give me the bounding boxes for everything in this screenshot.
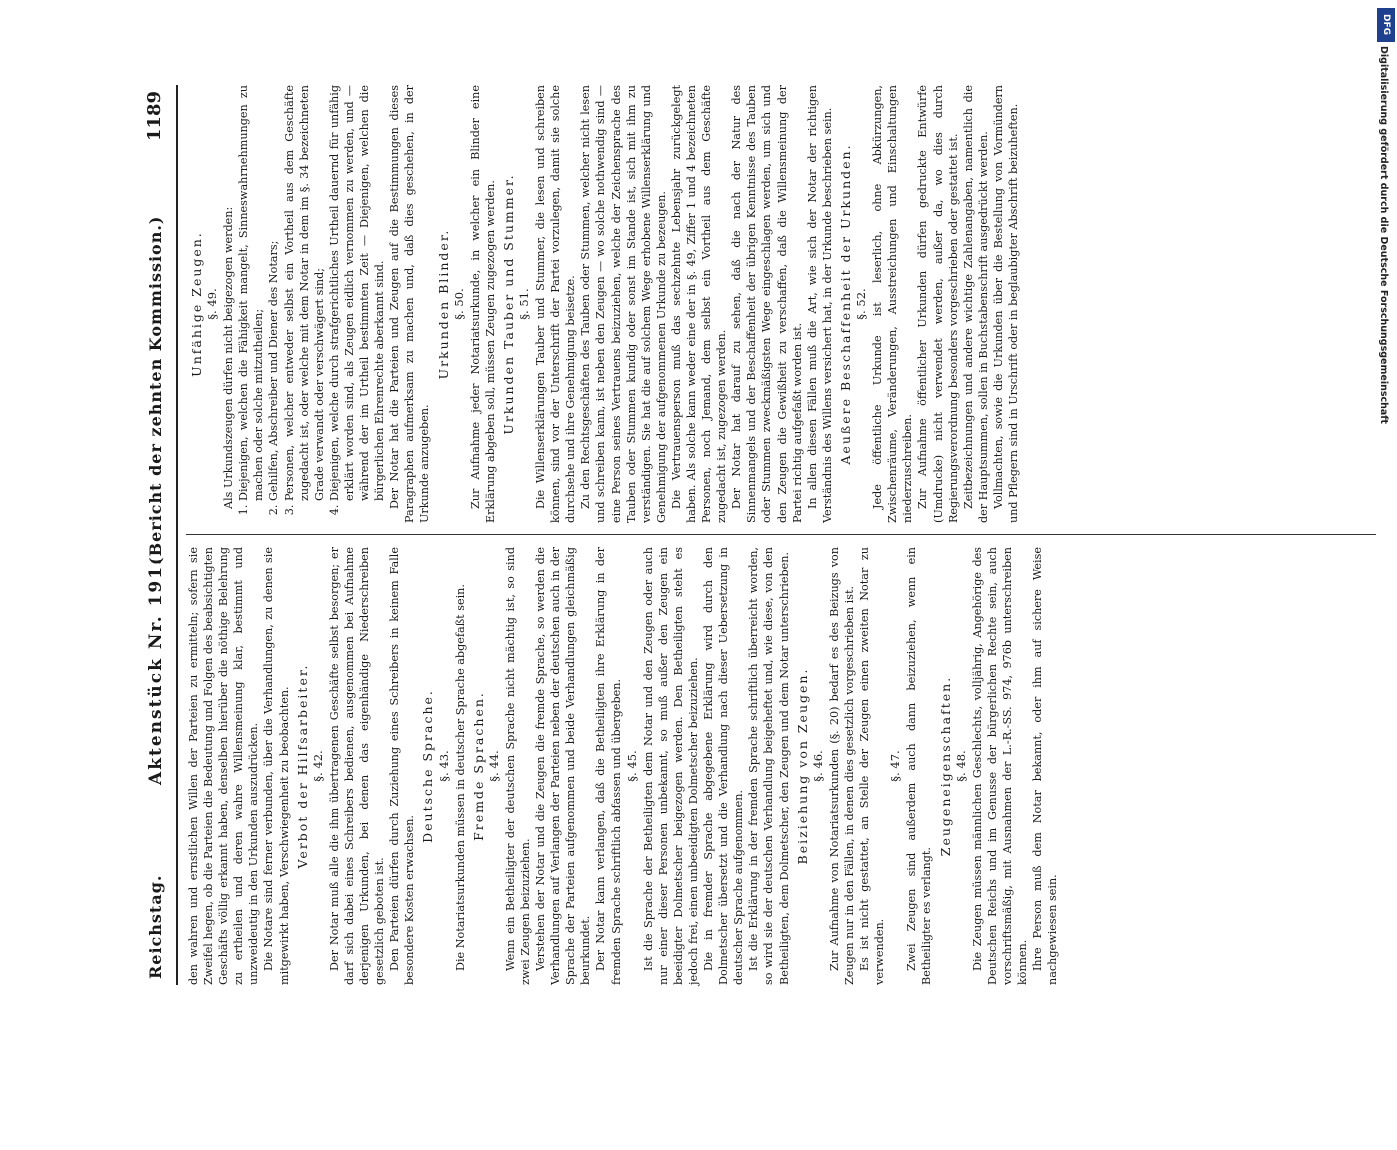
left-column (186, 547, 1060, 985)
credit-text: Digitalisierung gefördert durch die Deutsche Forschungsgemeinschaft (1378, 46, 1389, 424)
header-right: (Bericht der zehnten Kommission.) (146, 215, 165, 565)
paragraph: Zeitbezeichnungen und andere wichtige Zahlenangaben, namentlich die der Hauptsummen, sollen in Buchstabenschrift ausgedrückt werden. (961, 85, 990, 523)
paragraph-number: §. 43. (436, 750, 451, 782)
paragraph: Der Notar hat die Parteien und Zeugen auf die Bestimmungen dieses Paragraphen aufmerksam zu machen und, daß dies geschehen, in der Urkunde anzugeben. (388, 85, 432, 523)
paragraph: Zu den Rechtsgeschäften des Tauben oder Stummen, welcher nicht lesen und schreiben kann, ist neben den Zeugen — wo solche nothwendig sind — eine Person seines Vertrauens beizuziehen, welche der Zeichensprache des Tauben oder Stummen kundig oder sonst im Stande ist, sich mit ihm zu verständigen. Sie hat die auf solchem Wege erhobene Willenserklärung und Genehmigung der aufgenommenen Urkunde zu bezeugen. (579, 85, 668, 523)
paragraph-number: §. 52. (854, 288, 869, 320)
paragraph-number: §. 46. (810, 750, 825, 782)
paragraph: Den Parteien dürfen durch Zuziehung eines Schreibers in keinem Falle besondere Kosten erwachsen. (388, 547, 417, 985)
page-header (142, 85, 178, 985)
header-center: Aktenstück Nr. 191. (146, 556, 166, 785)
section-heading: Beiziehung von Zeugen. (794, 667, 810, 865)
paragraph: Der Notar muß alle die ihm übertragenen Geschäfte selbst besorgen; er darf sich dabei eines Schreibers bedienen, ausgenommen bei Aufnahme derjenigen Urkunden, bei denen das eigenhändige Niederschreiben gesetzlich geboten ist. (327, 547, 387, 985)
paragraph: Der Notar hat darauf zu sehen, daß die nach der Natur des Sinnenmangels und der Beschaffenheit der übrigen Kenntnisse des Tauben oder Stummen zweckmäßigsten Wege eingeschlagen werden, um sich und den Zeugen die Gewißheit zu verschaffen, daß die Willensmeinung der Partei richtig aufgefaßt worden ist. (730, 85, 804, 523)
paragraph-number: §. 50. (451, 288, 466, 320)
paragraph: Die Notariatsurkunden müssen in deutscher Sprache abgefaßt sein. (453, 584, 467, 971)
rotated-page-content (142, 85, 1387, 985)
section-heading: Urkunden Blinder. (435, 228, 451, 380)
section-heading: Aeußere Beschaffenheit der Urkunden. (837, 143, 853, 465)
page-number: 1189 (144, 91, 165, 142)
dfg-logo: DFG (1377, 8, 1395, 42)
paragraph: Ist die Sprache der Betheiligten dem Notar und den Zeugen oder auch nur einer dieser Personen unbekannt, so muß außer den Zeugen ein beeidigter Dolmetscher beigezogen werden. Den Betheiligten steht es jedoch frei, einen unbeeidigten Dolmetscher beizuziehen. (641, 547, 700, 985)
section-heading: Unfähige Zeugen. (189, 231, 204, 377)
paragraph: Ihre Person muß dem Notar bekannt, oder ihm auf sichere Weise nachgewiesen sein. (1031, 547, 1060, 985)
section-heading: Deutsche Sprache. (420, 689, 436, 843)
paragraph: Es ist nicht gestattet, an Stelle der Zeugen einen zweiten Notar zu verwenden. (858, 547, 887, 985)
section-heading: Fremde Sprachen. (470, 691, 486, 841)
paragraph-number: §. 45. (624, 750, 639, 782)
paragraph: Zwei Zeugen sind außerdem auch dann beizuziehen, wenn ein Betheiligter es verlangt. (905, 547, 934, 985)
column-divider (186, 534, 1376, 535)
right-column (186, 85, 1021, 523)
paragraph: Die Vertrauensperson muß das sechzehnte Lebensjahr zurückgelegt haben. Als solche kann weder eine der in §. 49, Ziffer 1 und 4 bezeichneten Personen, noch Jemand, dem selbst ein Vortheil aus dem Geschäfte zugedacht ist, zugezogen werden. (669, 85, 729, 523)
paragraph: In allen diesen Fällen muß die Art, wie sich der Notar der richtigen Verständnis des Willens versichert hat, in der Urkunde beschrieben sein. (805, 85, 834, 523)
list-item: 1. Diejenigen, welchen die Fähigkeit mangelt, Sinneswahrnehmungen zu machen oder solche mitzutheilen; (236, 85, 266, 501)
paragraph: Zur Aufnahme von Notariatsurkunden (§. 20) bedarf es des Beizugs von Zeugen nur in den Fällen, in denen dies gesetzlich vorgeschrieben ist. (827, 547, 856, 985)
header-left: Reichstag. (146, 874, 165, 979)
paragraph: den wahren und ernstlichen Willen der Parteien zu ermitteln; sofern sie Zweifel hegen, ob die Parteien die Bedeutung und Folgen des beabsichtigten Geschäfts völlig erkannt haben, denselben hierüber die nöthige Belehrung zu ertheilen und deren wahre Willensmeinung klar, bestimmt und unzweideutig in den Urkunden auszudrücken. (187, 547, 261, 985)
paragraph: Verstehen der Notar und die Zeugen die fremde Sprache, so werden die Verhandlungen auf Verlangen der Parteien neben der deutschen auch in der Sprache der Parteien aufgenommen und beide Verhandlungen gleichmäßig beurkundet. (534, 547, 593, 985)
paragraph-number: §. 49. (205, 288, 220, 320)
list (236, 85, 387, 523)
paragraph: Die Notare sind ferner verbunden, über die Verhandlungen, zu denen sie mitgewirkt haben, Verschwiegenheit zu beobachten. (262, 547, 291, 985)
paragraph: Als Urkundszeugen dürfen nicht beigezogen werden: (222, 206, 236, 509)
paragraph: Vollmachten, sowie die Urkunden über die Bestellung von Vormündern und Pflegern sind in Urschrift oder in beglaubigter Abschrift beizuheften. (991, 85, 1020, 523)
paragraph-number: §. 42. (310, 750, 325, 782)
paragraph: Die Zeugen müssen männlichen Geschlechts, volljährig, Angehörige des Deutschen Reichs und im Genusse der bürgerlichen Rechte sein, auch vorschriftsmäßig, mit Ausnahmen der L.-R.-SS. 974, 976b unterschreiben können. (970, 547, 1029, 985)
paragraph-number: §. 44. (486, 750, 501, 782)
paragraph: Die in fremder Sprache abgegebene Erklärung wird durch den Dolmetscher übersetzt und die Verhandlung nach dieser Uebersetzung in deutscher Sprache aufgenommen. (702, 547, 746, 985)
list-item: 4. Diejenigen, welche durch strafgerichtliches Urtheil dauernd für unfähig erklärt worden sind, als Zeugen eidlich vernommen zu werden, und — während der im Urtheil bestimmten Zeit — Diejenigen, welchen die bürgerlichen Ehrenrechte aberkannt sind. (327, 85, 387, 501)
list-item: 2. Gehilfen, Abschreiber und Diener des Notars; (266, 85, 281, 501)
paragraph: Jede öffentliche Urkunde ist leserlich, ohne Abkürzungen, Zwischenräume, Veränderungen, Ausstreichungen und Einschaltungen niederzuschreiben. (871, 85, 915, 523)
section-heading: Urkunden Tauber und Stummer. (500, 173, 516, 435)
document-page (70, 0, 1390, 1150)
paragraph: Zur Aufnahme öffentlicher Urkunden dürfen gedruckte Entwürfe (Umdrucke) nicht verwendet werden, außer da, wo dies durch Regierungsverordnung besonders vorgeschrieben oder gestattet ist. (916, 85, 960, 523)
section-heading: Verbot der Hilfsarbeiter. (294, 663, 310, 869)
paragraph-number: §. 48. (953, 750, 968, 782)
funding-credit (1376, 8, 1396, 998)
paragraph-number: §. 47. (888, 750, 903, 782)
paragraph: Zur Aufnahme jeder Notariatsurkunde, in welcher ein Blinder eine Erklärung abgeben soll, müssen Zeugen zugezogen werden. (468, 85, 497, 523)
list-item: 3. Personen, welcher entweder selbst ein Vortheil aus dem Geschäfte zugedacht ist, oder welche mit dem Notar in dem im §. 34 bezeichneten Grade verwandt oder verschwägert sind; (282, 85, 327, 501)
paragraph: Die Willenserklärungen Tauber und Stummer, die lesen und schreiben können, sind vor der Unterschrift der Partei vorzulegen, damit sie solche durchsehe und ihre Genehmigung beisetze. (534, 85, 578, 523)
section-heading: Zeugeneigenschaften. (937, 675, 953, 857)
paragraph: Wenn ein Betheiligter der deutschen Sprache nicht mächtig ist, so sind zwei Zeugen beizuziehen. (503, 547, 532, 985)
paragraph: Der Notar kann verlangen, daß die Betheiligten ihre Erklärung in der fremden Sprache schriftlich abfassen und übergeben. (594, 547, 623, 985)
paragraph-number: §. 51. (516, 288, 531, 320)
paragraph: Ist die Erklärung in der fremden Sprache schriftlich überreicht worden, so wird sie der deutschen Verhandlung beigeheftet und, wie diese, von den Betheiligten, dem Dolmetscher, den Zeugen und dem Notar unterschrieben. (747, 547, 791, 985)
